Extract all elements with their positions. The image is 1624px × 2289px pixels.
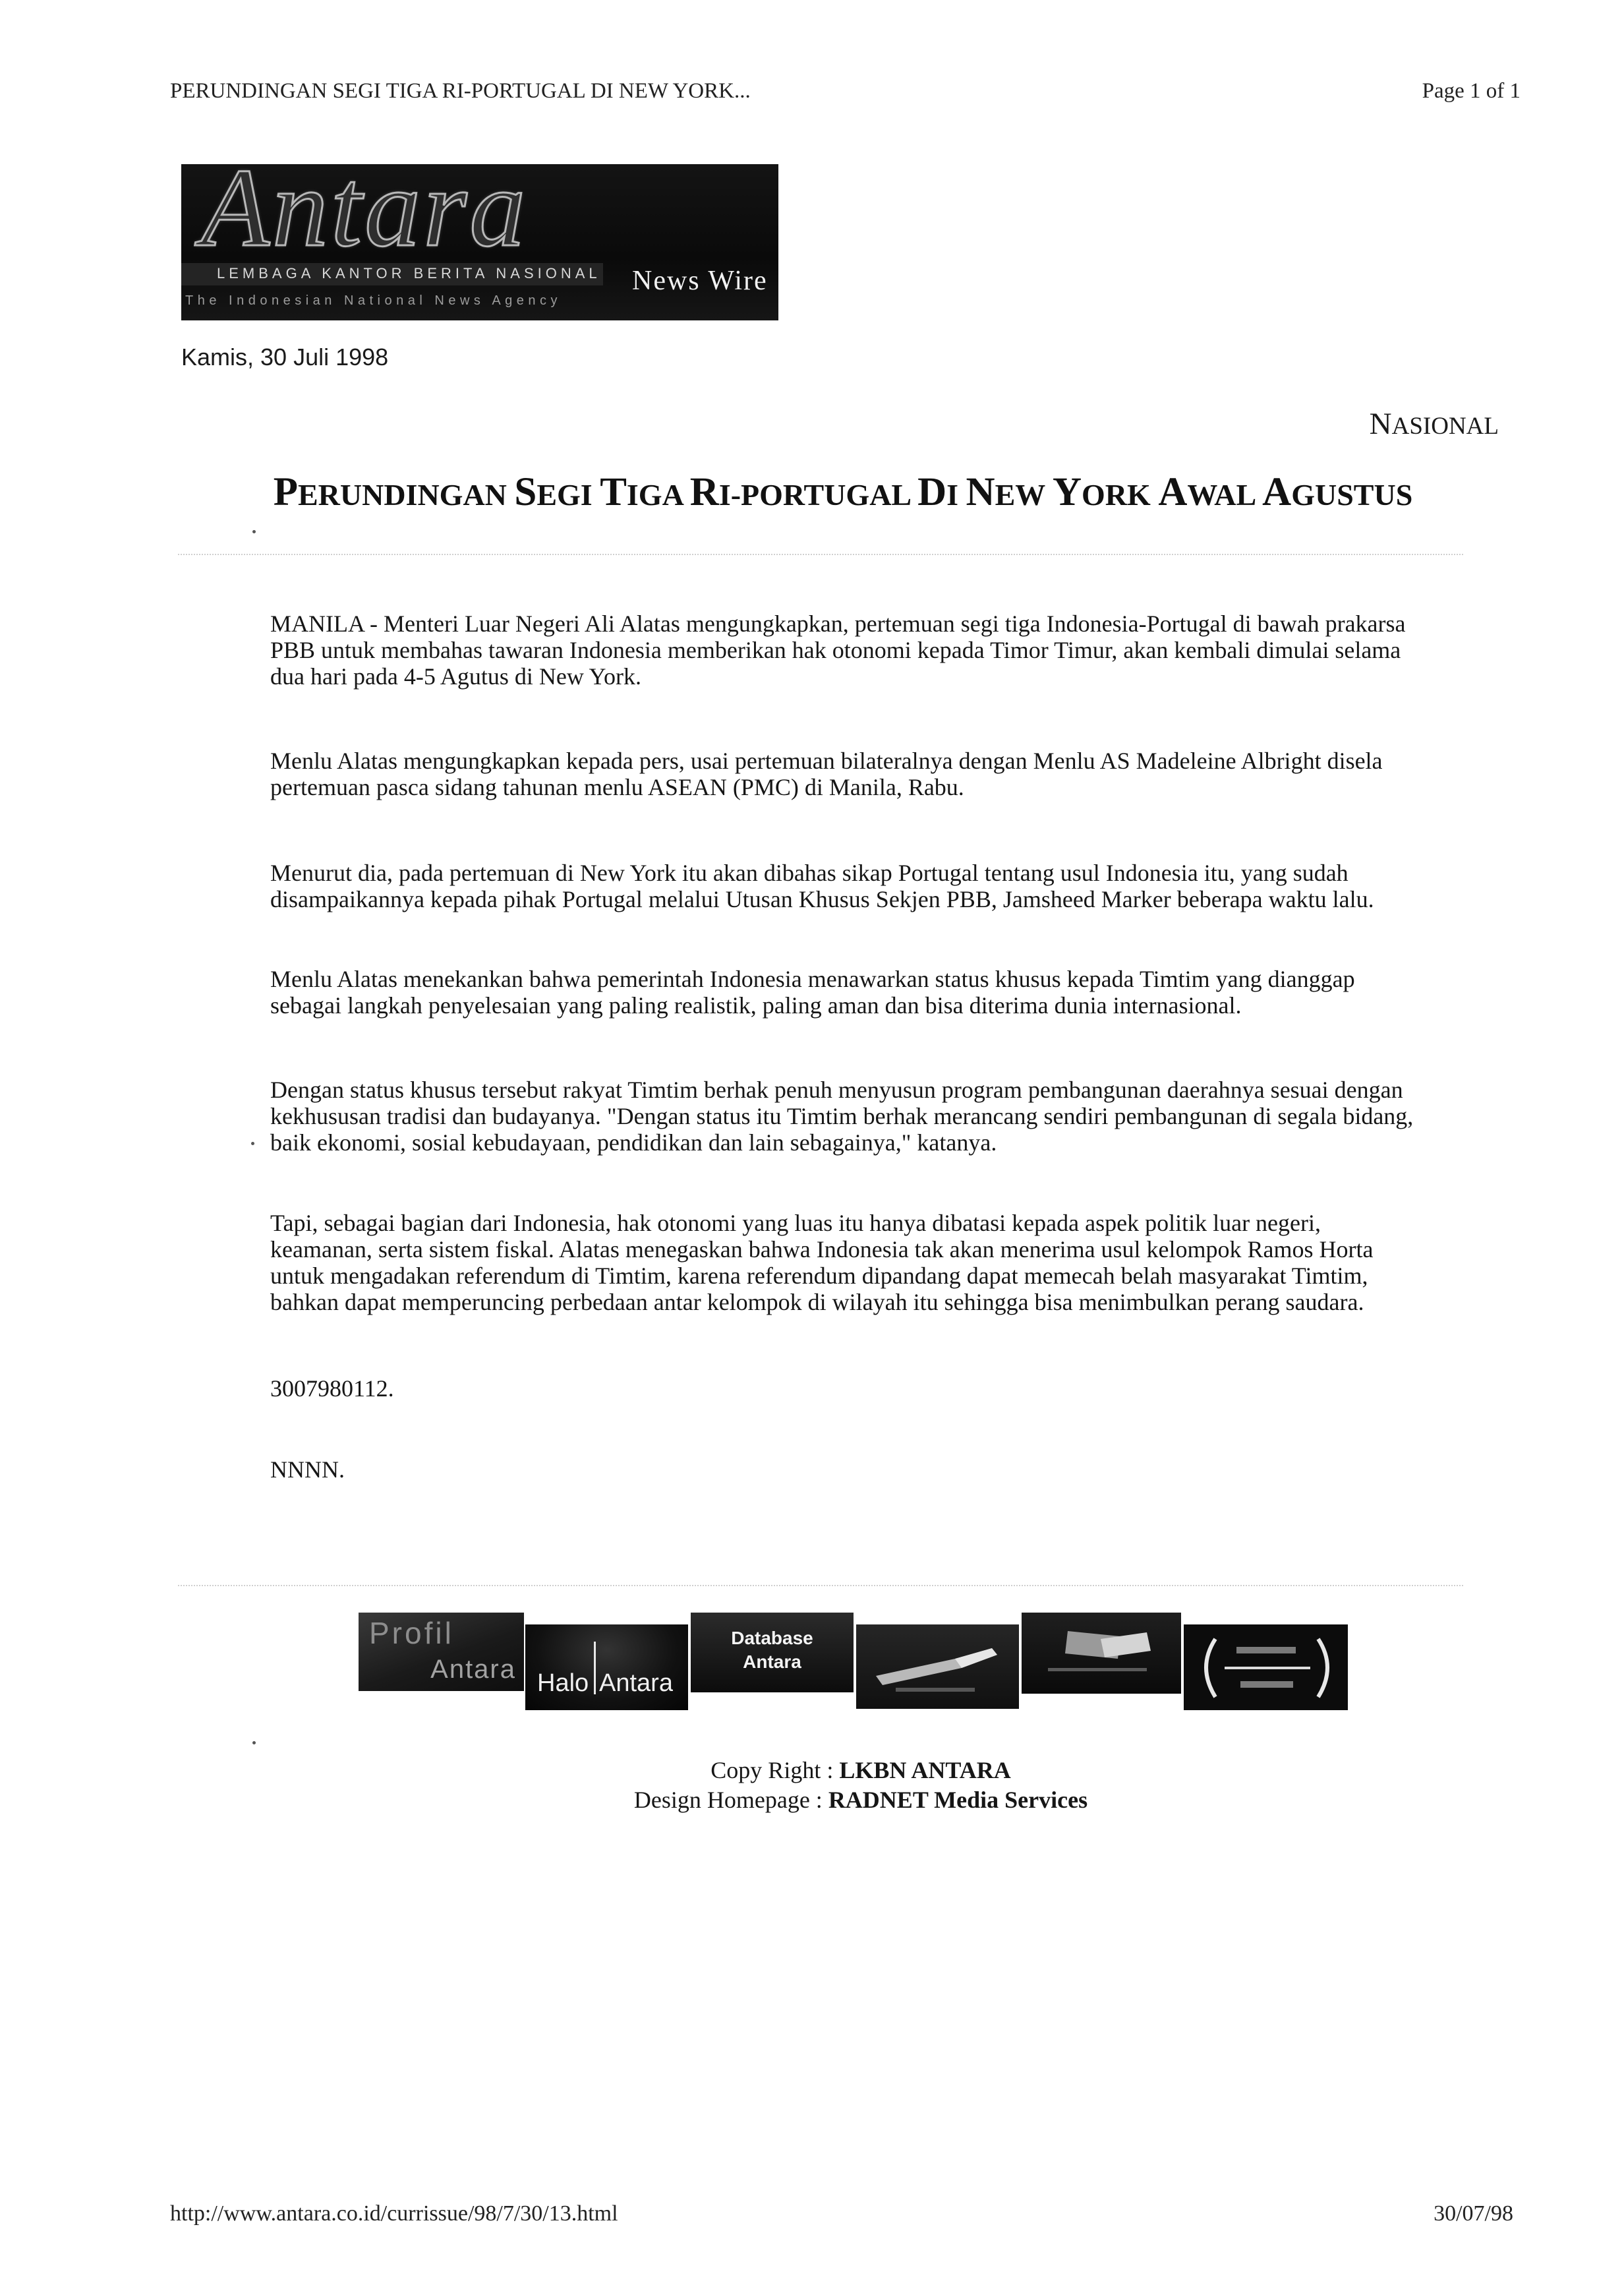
button-label: Database: [731, 1628, 813, 1648]
dotted-separator: [178, 1585, 1463, 1586]
article-end-mark: NNNN.: [270, 1456, 345, 1483]
button-label: Antara: [430, 1655, 516, 1684]
article-paragraph: [270, 610, 1406, 690]
paragraph-line: Menlu Alatas mengungkapkan kepada pers, usai pertemuan bilateralnya dengan Menlu AS Madeleine Albright disela: [270, 748, 1383, 774]
button-label: Halo: [537, 1669, 589, 1697]
button-divider: [594, 1642, 596, 1694]
headline-container: [170, 467, 1516, 520]
article-paragraph: [270, 860, 1374, 912]
copyright-line: [264, 1756, 1458, 1785]
article-headline: PERUNDINGAN SEGI TIGA RI-PORTUGAL DI NEW YORK AWAL AGUSTUS: [273, 470, 1413, 514]
article-paragraph: [270, 1077, 1413, 1156]
credits: [264, 1756, 1458, 1815]
paragraph-line: Tapi, sebagai bagian dari Indonesia, hak otonomi yang luas itu hanya dibatasi kepada aspek politik luar negeri,: [270, 1210, 1321, 1236]
button-label: Antara: [743, 1651, 801, 1672]
paragraph-line: kekhususan tradisi dan budayanya. "Dengan status itu Timtim berhak merancang sendiri pembangunan di segala bidang,: [270, 1103, 1414, 1129]
paragraph-line: Menlu Alatas menekankan bahwa pemerintah Indonesia menawarkan status khusus kepada Timtim yang dianggap: [270, 966, 1355, 992]
article-code: 3007980112.: [270, 1375, 394, 1402]
profil-antara-button[interactable]: [359, 1613, 524, 1691]
article-date: Kamis, 30 Juli 1998: [181, 343, 389, 371]
paragraph-line: untuk mengadakan referendum di Timtim, karena referendum dipandang dapat memecah belah masyarakat Timtim,: [270, 1263, 1368, 1289]
print-footer-date: 30/07/98: [1434, 2201, 1513, 2226]
logo-wordmark: Antara: [201, 164, 529, 270]
graphic-link-button[interactable]: [1022, 1613, 1181, 1694]
paragraph-line: sebagai langkah penyelesaian yang paling realistik, paling aman dan bisa diterima dunia internasional.: [270, 992, 1242, 1019]
paragraph-line: baik ekonomi, sosial kebudayaan, pendidikan dan lain sebagainya," katanya.: [270, 1129, 997, 1156]
scan-speck: [251, 1142, 254, 1145]
button-label: Profil: [369, 1616, 454, 1650]
paragraph-line: PBB untuk membahas tawaran Indonesia memberikan hak otonomi kepada Timor Timur, akan kembali dimulai selama: [270, 637, 1401, 663]
copyright-holder: LKBN ANTARA: [839, 1757, 1011, 1783]
article-paragraph: [270, 1210, 1374, 1315]
graphic-link-button[interactable]: [856, 1624, 1019, 1709]
paragraph-line: Menurut dia, pada pertemuan di New York itu akan dibahas sikap Portugal tentang usul Indonesia itu, yang sudah: [270, 860, 1348, 886]
database-antara-button[interactable]: [691, 1613, 854, 1692]
logo-service-name: News Wire: [632, 266, 768, 296]
print-page-number: Page 1 of 1: [1422, 79, 1521, 103]
parentheses-graphic-icon: [1184, 1624, 1348, 1710]
dotted-separator: [178, 554, 1463, 555]
section-label: NASIONAL: [1369, 407, 1499, 441]
paragraph-line: Dengan status khusus tersebut rakyat Timtim berhak penuh menyusun program pembangunan daerahnya sesuai dengan: [270, 1077, 1403, 1103]
scan-speck: [252, 530, 256, 533]
halo-antara-button[interactable]: [525, 1624, 688, 1710]
graphic-link-button[interactable]: [1184, 1624, 1348, 1710]
pen-graphic-icon: [856, 1624, 1019, 1709]
paragraph-line: pertemuan pasca sidang tahunan menlu ASEAN (PMC) di Manila, Rabu.: [270, 774, 964, 800]
paragraph-line: dua hari pada 4-5 Agutus di New York.: [270, 663, 641, 690]
design-credit-line: [264, 1785, 1458, 1815]
paragraph-line: keamanan, serta sistem fiskal. Alatas menegaskan bahwa Indonesia tak akan menerima usul kelompok Ramos Horta: [270, 1236, 1374, 1263]
paragraph-line: bahkan dapat memperuncing perbedaan antar kelompok di wilayah itu sehingga bisa menimbulkan perang saudara.: [270, 1289, 1364, 1315]
article-paragraph: [270, 966, 1355, 1019]
designer-name[interactable]: RADNET Media Services: [828, 1787, 1088, 1813]
design-label: Design Homepage :: [633, 1787, 823, 1813]
document-graphic-icon: [1022, 1613, 1181, 1694]
scan-speck: [252, 1741, 256, 1744]
print-header-title: PERUNDINGAN SEGI TIGA RI-PORTUGAL DI NEW YORK...: [170, 79, 751, 103]
logo-subtitle: The Indonesian National News Agency: [185, 293, 562, 308]
print-footer-url: http://www.antara.co.id/currissue/98/7/30/13.html: [170, 2201, 618, 2226]
paragraph-line: MANILA - Menteri Luar Negeri Ali Alatas mengungkapkan, pertemuan segi tiga Indonesia-Portugal di bawah prakarsa: [270, 610, 1406, 637]
antara-news-wire-logo[interactable]: [181, 164, 778, 320]
paragraph-line: disampaikannya kepada pihak Portugal melalui Utusan Khusus Sekjen PBB, Jamsheed Marker beberapa waktu lalu.: [270, 886, 1374, 912]
button-label: Antara: [599, 1669, 673, 1697]
copyright-label: Copy Right :: [710, 1757, 834, 1783]
article-paragraph: [270, 748, 1383, 800]
logo-tagline: LEMBAGA KANTOR BERITA NASIONAL: [217, 265, 601, 282]
